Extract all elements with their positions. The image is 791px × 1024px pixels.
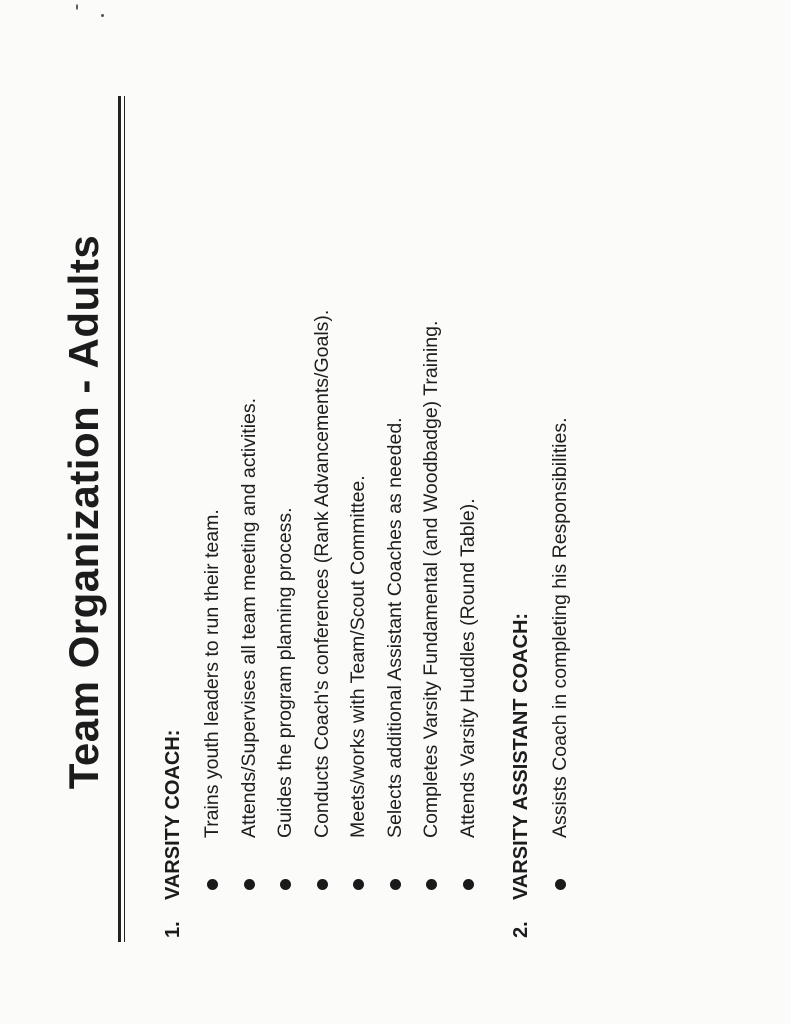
bullet-icon [244,879,255,890]
bullet-icon [353,879,364,890]
bullet-icon [280,879,291,890]
title-rule-thin [124,96,125,942]
list-item-text: Attends/Supervises all team meeting and activities. [237,397,260,838]
list-item-text: Assists Coach in completing his Responsibilities. [549,417,571,838]
list-item-text: Attends Varsity Huddles (Round Table). [456,498,479,838]
list-item-text: Completes Varsity Fundamental (and Woodbadge) Training. [420,320,442,838]
section-heading-varsity-coach [162,730,185,938]
page-title: Team Organization - Adults [60,234,107,790]
list-item-text: Meets/works with Team/Scout Committee. [347,475,369,838]
bullet-icon [463,879,474,890]
section-title: VARSITY ASSISTANT COACH: [510,612,532,900]
list-item-text: Selects additional Assistant Coaches as needed. [383,417,406,838]
bullet-icon [207,879,218,890]
bullet-icon [426,879,437,890]
bullet-icon [555,879,566,890]
bullet-icon [317,879,328,890]
section-heading-varsity-assistant-coach [510,613,533,938]
title-rule-thick [118,96,121,942]
list-item-text: Guides the program planning process. [274,507,296,838]
section-number: 2. [510,921,532,938]
list-item-text: Trains youth leaders to run their team. [201,509,223,838]
bullet-icon [390,879,401,890]
list-item-text: Conducts Coach's conferences (Rank Advancements/Goals). [310,309,333,838]
section-number: 1. [162,921,184,938]
section-title: VARSITY COACH: [162,729,184,900]
